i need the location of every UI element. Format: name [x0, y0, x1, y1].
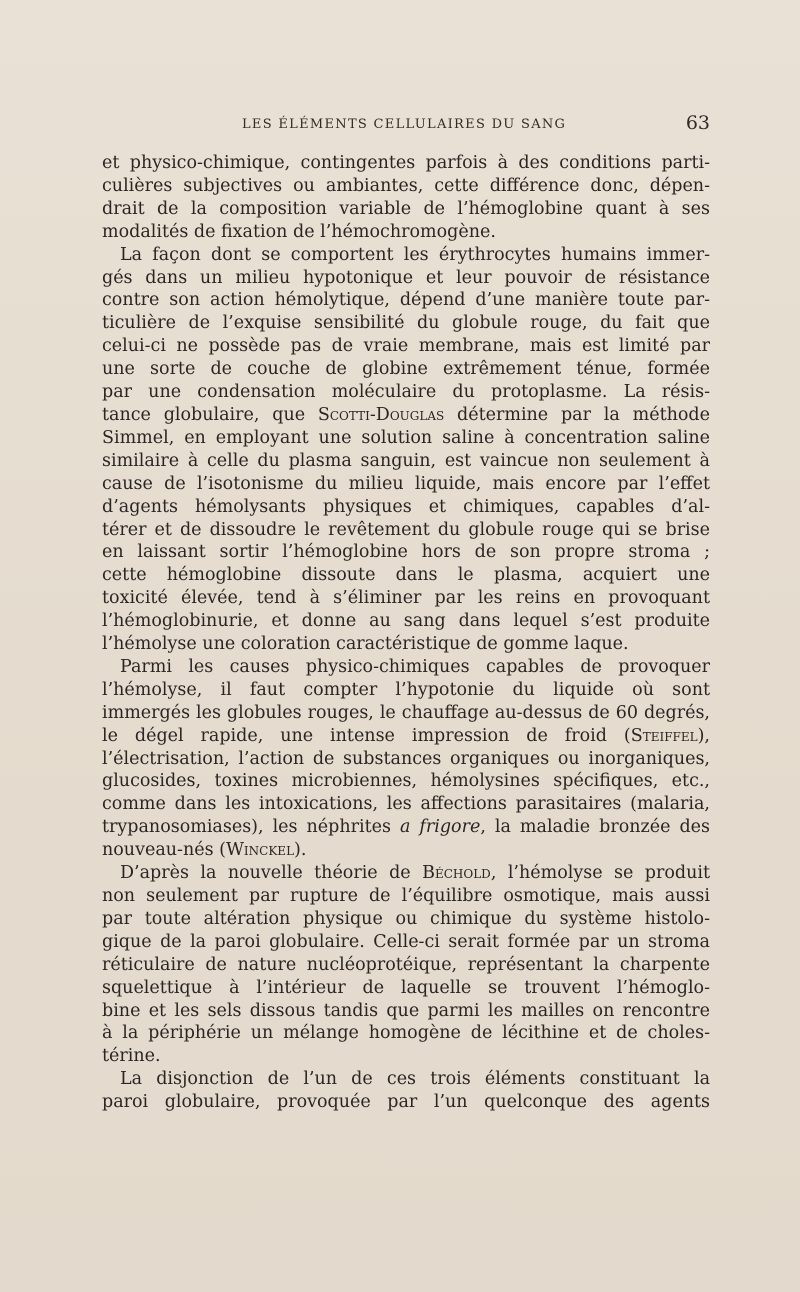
text-line [102, 702, 710, 725]
text-line [102, 450, 710, 473]
page-number: 63 [685, 112, 710, 134]
text-run: immergés les globules rouges, le chauffage au-dessus de 60 degrés, [102, 702, 710, 723]
text-run: cette hémoglobine dissoute dans le plasma, acquiert une [102, 565, 710, 586]
text-line [102, 1068, 710, 1091]
text-line [102, 358, 710, 381]
text-run: glucosides, toxines microbiennes, hémolysines spécifiques, etc., [102, 771, 710, 792]
text-line [102, 473, 710, 496]
text-run: drait de la composition variable de l’hémoglobine quant à ses [102, 198, 710, 219]
text-run: paroi globulaire, provoquée par l’un quelconque des agents [102, 1092, 710, 1113]
text-run: une sorte de couche de globine extrêmement ténue, formée [102, 359, 710, 380]
text-line [102, 198, 710, 221]
running-head [100, 112, 712, 138]
text-run: similaire à celle du plasma sanguin, est vaincue non seulement à [102, 450, 710, 471]
text-run: l’électrisation, l’action de substances organiques ou inorganiques, [102, 748, 710, 769]
text-run: La disjonction de l’un de ces trois éléments constituant la [120, 1069, 710, 1090]
text-line [102, 312, 710, 335]
paragraph [102, 1068, 710, 1114]
text-run: par toute altération physique ou chimique du système histolo- [102, 908, 710, 929]
text-line [102, 1045, 710, 1068]
text-line [102, 404, 710, 427]
text-run: à la périphérie un mélange homogène de lécithine et de choles- [102, 1023, 710, 1044]
text-run: Simmel, en employant une solution saline à concentration saline [102, 427, 710, 448]
text-line [102, 885, 710, 908]
text-line [102, 862, 710, 885]
author-name: Béchold [422, 863, 491, 884]
text-line [102, 633, 710, 656]
text-run: , la maladie bronzée des [480, 817, 710, 838]
text-run: tance globulaire, que [102, 404, 318, 425]
text-run: d’agents hémolysants physiques et chimiques, capables d’al- [102, 496, 710, 517]
text-run: , l’hémolyse se produit [490, 863, 710, 884]
text-run: culières subjectives ou ambiantes, cette différence donc, dépen- [102, 175, 710, 196]
paragraph [102, 862, 710, 1068]
text-line [102, 267, 710, 290]
text-run: ticulière de l’exquise sensibilité du globule rouge, du fait que [102, 313, 710, 334]
text-line [102, 1022, 710, 1045]
text-line [102, 519, 710, 542]
text-run: trypanosomiases), les néphrites [102, 817, 400, 838]
text-line [102, 175, 710, 198]
text-run: réticulaire de nature nucléoprotéique, représentant la charpente [102, 954, 710, 975]
text-line [102, 816, 710, 839]
text-run: squelettique à l’intérieur de laquelle se trouvent l’hémoglo- [102, 977, 710, 998]
text-run: non seulement par rupture de l’équilibre osmotique, mais aussi [102, 886, 710, 906]
text-line [102, 496, 710, 519]
text-run: gique de la paroi globulaire. Celle-ci serait formée par un stroma [102, 931, 710, 952]
text-line [102, 587, 710, 610]
text-run: comme dans les intoxications, les affections parasitaires (malaria, [102, 794, 710, 815]
text-run: D’après la nouvelle théorie de [120, 863, 423, 884]
body-text [102, 152, 710, 1114]
paragraph [102, 244, 710, 656]
text-run: nouveau-nés ( [102, 840, 226, 861]
text-run: ). [294, 840, 307, 861]
text-line [102, 954, 710, 977]
text-run: La façon dont se comportent les érythrocytes humains immer- [120, 244, 710, 265]
text-line [102, 977, 710, 1000]
text-run: térer et de dissoudre le revêtement du globule rouge qui se brise [102, 519, 710, 540]
text-line [102, 152, 710, 175]
text-line [102, 335, 710, 358]
text-line [102, 931, 710, 954]
author-name: Winckel [225, 840, 295, 861]
paragraph [102, 656, 710, 862]
author-name: Scotti-Douglas [317, 404, 445, 425]
running-title: LES ÉLÉMENTS CELLULAIRES DU SANG [242, 117, 567, 132]
text-line [102, 564, 710, 587]
text-run: l’hémoglobinurie, et donne au sang dans lequel s’est produite [102, 611, 710, 632]
text-run: Parmi les causes physico-chimiques capables de provoquer [120, 656, 710, 677]
text-line [102, 748, 710, 771]
text-line [102, 1091, 710, 1114]
text-line [102, 427, 710, 450]
text-line [102, 725, 710, 748]
text-run: détermine par la méthode [444, 404, 710, 425]
text-line [102, 244, 710, 267]
text-line [102, 770, 710, 793]
text-run: ), [697, 725, 710, 746]
text-run: cause de l’isotonisme du milieu liquide, mais encore par l’effet [102, 473, 710, 494]
text-line [102, 221, 710, 244]
text-run: l’hémolyse, il faut compter l’hypotonie du liquide où sont [102, 679, 710, 700]
text-line [102, 656, 710, 679]
italic-term: a frigore [399, 817, 481, 838]
text-run: et physico-chimique, contingentes parfois à des conditions parti- [102, 153, 710, 173]
text-line [102, 1000, 710, 1023]
author-name: Steiffel [630, 725, 698, 746]
text-line [102, 679, 710, 702]
text-run: le dégel rapide, une intense impression de froid ( [102, 725, 631, 746]
text-run: l’hémolyse une coloration caractéristique de gomme laque. [102, 634, 629, 655]
text-line [102, 610, 710, 633]
text-run: toxicité élevée, tend à s’éliminer par les reins en provoquant [102, 588, 710, 609]
paragraph [102, 152, 710, 244]
text-run: contre son action hémolytique, dépend d’une manière toute par- [102, 290, 710, 311]
text-run: modalités de fixation de l’hémochromogène. [102, 221, 496, 242]
text-line [102, 381, 710, 404]
text-line [102, 289, 710, 312]
text-run: bine et les sels dissous tandis que parmi les mailles on rencontre [102, 1000, 710, 1021]
text-line [102, 541, 710, 564]
text-run: en laissant sortir l’hémoglobine hors de son propre stroma ; [102, 542, 710, 563]
text-run: gés dans un milieu hypotonique et leur pouvoir de résistance [102, 267, 710, 288]
text-run: celui-ci ne possède pas de vraie membrane, mais est limité par [102, 336, 710, 357]
text-line [102, 793, 710, 816]
text-line [102, 908, 710, 931]
text-line [102, 839, 710, 862]
text-run: par une condensation moléculaire du protoplasme. La résis- [102, 382, 710, 403]
text-run: térine. [102, 1046, 161, 1067]
